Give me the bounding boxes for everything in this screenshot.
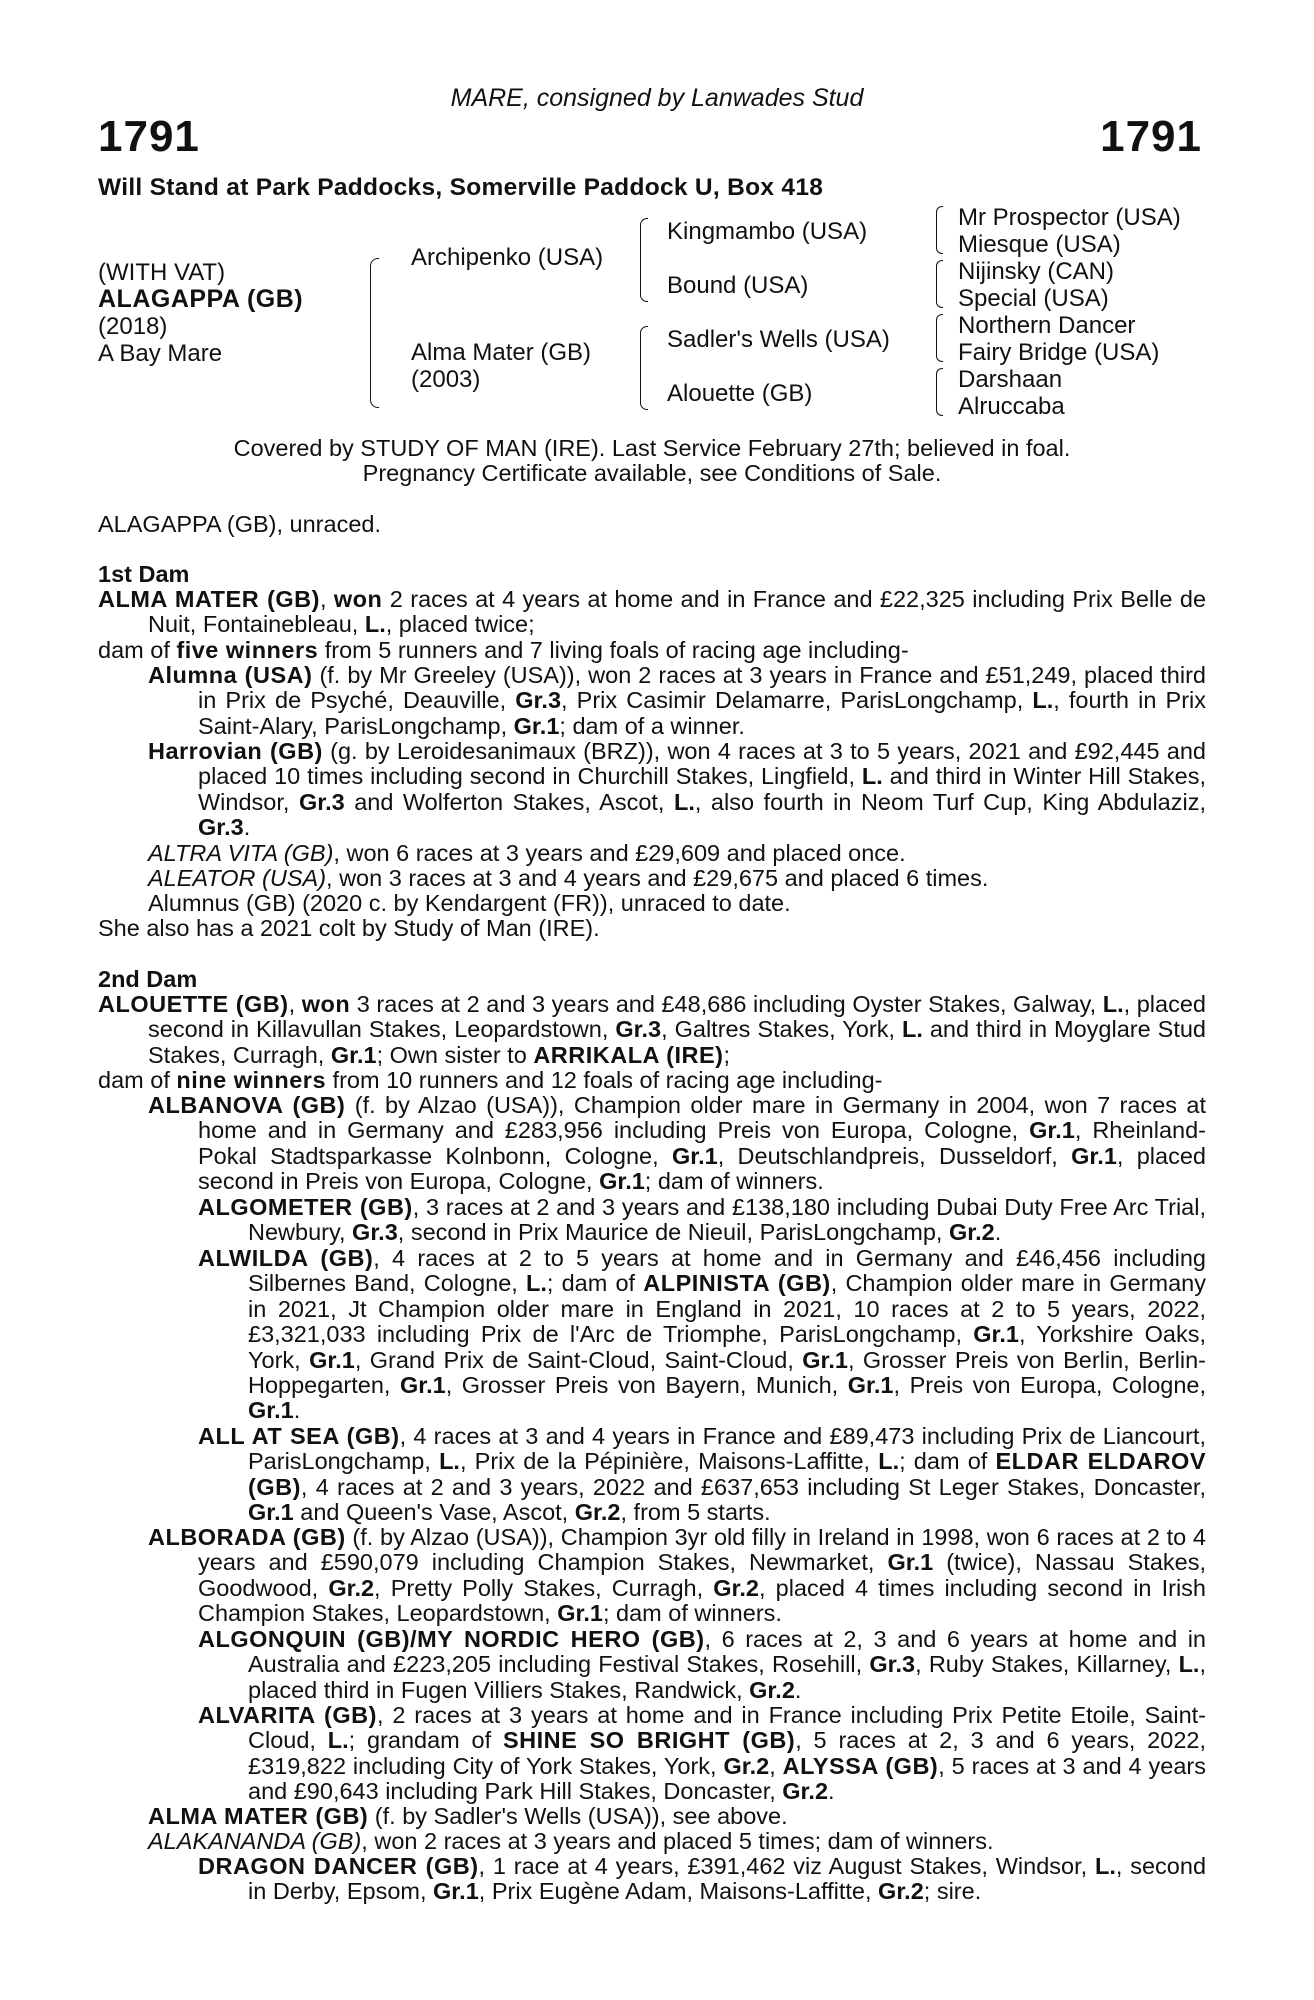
produce-dragon-dancer: DRAGON DANCER (GB), 1 race at 4 years, £391,462 viz August Stakes, Windsor, L., second in Derby, Epsom, Gr.1, Prix Eugène Adam, Maisons-Laffitte, Gr.2; sire. xyxy=(198,1853,1207,1905)
first-dam-heading: 1st Dam xyxy=(98,561,190,587)
pedigree-dam-sire: Sadler's Wells (USA) xyxy=(667,326,890,353)
produce-albanova: ALBANOVA (GB) (f. by Alzao (USA)), Champion older mare in Germany in 2004, won 7 races at home and in Germany and £283,956 including Preis von Europa, Cologne, Gr.1, Rheinland-Pokal Stadtsparkasse Kolnbonn, Cologne, Gr.1, Deutschlandpreis, Dusseldorf, Gr.1, placed second in Preis von Europa, Cologne, Gr.1; dam of winners. xyxy=(148,1092,1207,1195)
pedigree-brace-3a xyxy=(936,206,943,254)
pedigree-sire-sire: Kingmambo (USA) xyxy=(667,218,868,245)
pedigree-ggp-3: Nijinsky (CAN) xyxy=(958,258,1114,285)
pedigree-ggp-2: Miesque (USA) xyxy=(958,231,1121,258)
horse-description: A Bay Mare xyxy=(98,340,223,367)
horse-year: (2018) xyxy=(98,313,168,340)
produce-alakananda: ALAKANANDA (GB), won 2 races at 3 years and placed 5 times; dam of winners. xyxy=(148,1828,994,1854)
produce-harrovian: Harrovian (GB) (g. by Leroidesanimaux (BRZ)), won 4 races at 3 to 5 years, 2021 and £92,445 and placed 10 times including second in Churchill Stakes, Lingfield, L. and third in Winter Hill Stakes, Windsor, Gr.3 and Wolferton Stakes, Ascot, L., also fourth in Neom Turf Cup, King Abdulaziz, Gr.3. xyxy=(148,738,1207,841)
produce-alumna: Alumna (USA) (f. by Mr Greeley (USA)), won 2 races at 3 years in France and £51,249, placed third in Prix de Psyché, Deauville, Gr.3, Prix Casimir Delamarre, ParisLongchamp, L., fourth in Prix Saint-Alary, ParisLongchamp, Gr.1; dam of a winner. xyxy=(148,662,1206,739)
lot-number-left: 1791 xyxy=(98,112,200,161)
produce-altra-vita: ALTRA VITA (GB), won 6 races at 3 years and £29,609 and placed once. xyxy=(148,840,906,866)
pedigree-brace-3c xyxy=(936,314,943,362)
second-dam-heading: 2nd Dam xyxy=(98,966,198,992)
lot-number-right: 1791 xyxy=(1100,112,1202,161)
pedigree-dam: Alma Mater (GB) xyxy=(411,339,592,366)
produce-all-at-sea: ALL AT SEA (GB), 4 races at 3 and 4 years in France and £89,473 including Prix de Liancourt, ParisLongchamp, L., Prix de la Pépinière, Maisons-Laffitte, L.; dam of ELDAR ELDAROV (GB), 4 races at 2 and 3 years, 2022 and £637,653 including St Leger Stakes, Doncaster, Gr.1 and Queen's Vase, Ascot, Gr.2, from 5 starts. xyxy=(198,1423,1206,1526)
pedigree-brace-1 xyxy=(370,258,379,408)
dam-entry-alma-mater: ALMA MATER (GB), won 2 races at 4 years at home and in France and £22,325 including Prix Belle de Nuit, Fontainebleau, L., placed twice; xyxy=(98,586,1207,638)
horse-name: ALAGAPPA (GB) xyxy=(98,285,304,313)
pedigree-dam-dam: Alouette (GB) xyxy=(667,380,813,407)
pedigree-sire-dam: Bound (USA) xyxy=(667,272,809,299)
produce-alwilda: ALWILDA (GB), 4 races at 2 to 5 years at home and in Germany and £46,456 including Silbernes Band, Cologne, L.; dam of ALPINISTA (GB), Champion older mare in Germany in 2021, Jt Champion older mare in England in 2021, 10 races at 2 to 5 years, 2022, £3,321,033 including Prix de l'Arc de Triomphe, ParisLongchamp, Gr.1, Yorkshire Oaks, York, Gr.1, Grand Prix de Saint-Cloud, Saint-Cloud, Gr.1, Grosser Preis von Berlin, Berlin-Hoppegarten, Gr.1, Grosser Preis von Bayern, Munich, Gr.1, Preis von Europa, Cologne, Gr.1. xyxy=(198,1245,1207,1424)
covered-line-1: Covered by STUDY OF MAN (IRE). Last Service February 27th; believed in foal. xyxy=(233,435,1071,461)
pedigree-dam-year: (2003) xyxy=(411,366,481,393)
dam-produce-summary: dam of five winners from 5 runners and 7 living foals of racing age including- xyxy=(98,637,909,663)
pedigree-ggp-1: Mr Prospector (USA) xyxy=(958,204,1181,231)
produce-aleator: ALEATOR (USA), won 3 races at 3 and 4 years and £29,675 and placed 6 times. xyxy=(148,865,989,891)
pedigree-brace-3b xyxy=(936,260,943,308)
produce-algonquin: ALGONQUIN (GB)/MY NORDIC HERO (GB), 6 races at 2, 3 and 6 years at home and in Australia and £223,205 including Festival Stakes, Rosehill, Gr.3, Ruby Stakes, Killarney, L., placed third in Fugen Villiers Stakes, Randwick, Gr.2. xyxy=(198,1626,1206,1703)
stand-location: Will Stand at Park Paddocks, Somerville Paddock U, Box 418 xyxy=(98,174,824,201)
dam-entry-alouette: ALOUETTE (GB), won 3 races at 2 and 3 years and £48,686 including Oyster Stakes, Galway, L., placed second in Killavullan Stakes, Leopardstown, Gr.3, Galtres Stakes, York, L. and third in Moyglare Stud Stakes, Curragh, Gr.1; Own sister to ARRIKALA (IRE); xyxy=(98,991,1207,1068)
produce-alumnus: Alumnus (GB) (2020 c. by Kendargent (FR)), unraced to date. xyxy=(148,890,791,916)
produce-alvarita: ALVARITA (GB), 2 races at 3 years at home and in France including Prix Petite Etoile, Saint-Cloud, L.; grandam of SHINE SO BRIGHT (GB), 5 races at 2, 3 and 6 years, 2022, £319,822 including City of York Stakes, York, Gr.2, ALYSSA (GB), 5 races at 3 and 4 years and £90,643 including Park Hill Stakes, Doncaster, Gr.2. xyxy=(198,1702,1206,1805)
consignment-line: MARE, consigned by Lanwades Stud xyxy=(450,84,864,112)
pedigree-ggp-8: Alruccaba xyxy=(958,393,1065,420)
pedigree-ggp-7: Darshaan xyxy=(958,366,1063,393)
pedigree-brace-2b xyxy=(640,326,648,410)
pedigree-ggp-6: Fairy Bridge (USA) xyxy=(958,339,1160,366)
pedigree-brace-2a xyxy=(640,218,648,302)
pedigree-ggp-5: Northern Dancer xyxy=(958,312,1136,339)
vat-note: (WITH VAT) xyxy=(98,259,226,286)
pedigree-sire: Archipenko (USA) xyxy=(411,244,604,271)
pedigree-brace-3d xyxy=(936,368,943,416)
covered-line-2: Pregnancy Certificate available, see Conditions of Sale. xyxy=(362,460,942,486)
second-dam-produce-summary: dam of nine winners from 10 runners and 12 foals of racing age including- xyxy=(98,1067,883,1093)
pedigree-ggp-4: Special (USA) xyxy=(958,285,1109,312)
produce-algometer: ALGOMETER (GB), 3 races at 2 and 3 years and £138,180 including Dubai Duty Free Arc Trial, Newbury, Gr.3, second in Prix Maurice de Nieuil, ParisLongchamp, Gr.2. xyxy=(198,1194,1206,1246)
race-record: ALAGAPPA (GB), unraced. xyxy=(98,511,381,537)
produce-alma-mater: ALMA MATER (GB) (f. by Sadler's Wells (USA)), see above. xyxy=(148,1803,788,1829)
produce-alborada: ALBORADA (GB) (f. by Alzao (USA)), Champion 3yr old filly in Ireland in 1998, won 6 races at 2 to 4 years and £590,079 including Champion Stakes, Newmarket, Gr.1 (twice), Nassau Stakes, Goodwood, Gr.2, Pretty Polly Stakes, Curragh, Gr.2, placed 4 times including second in Irish Champion Stakes, Leopardstown, Gr.1; dam of winners. xyxy=(148,1524,1207,1627)
produce-2021-colt: She also has a 2021 colt by Study of Man (IRE). xyxy=(98,915,600,941)
